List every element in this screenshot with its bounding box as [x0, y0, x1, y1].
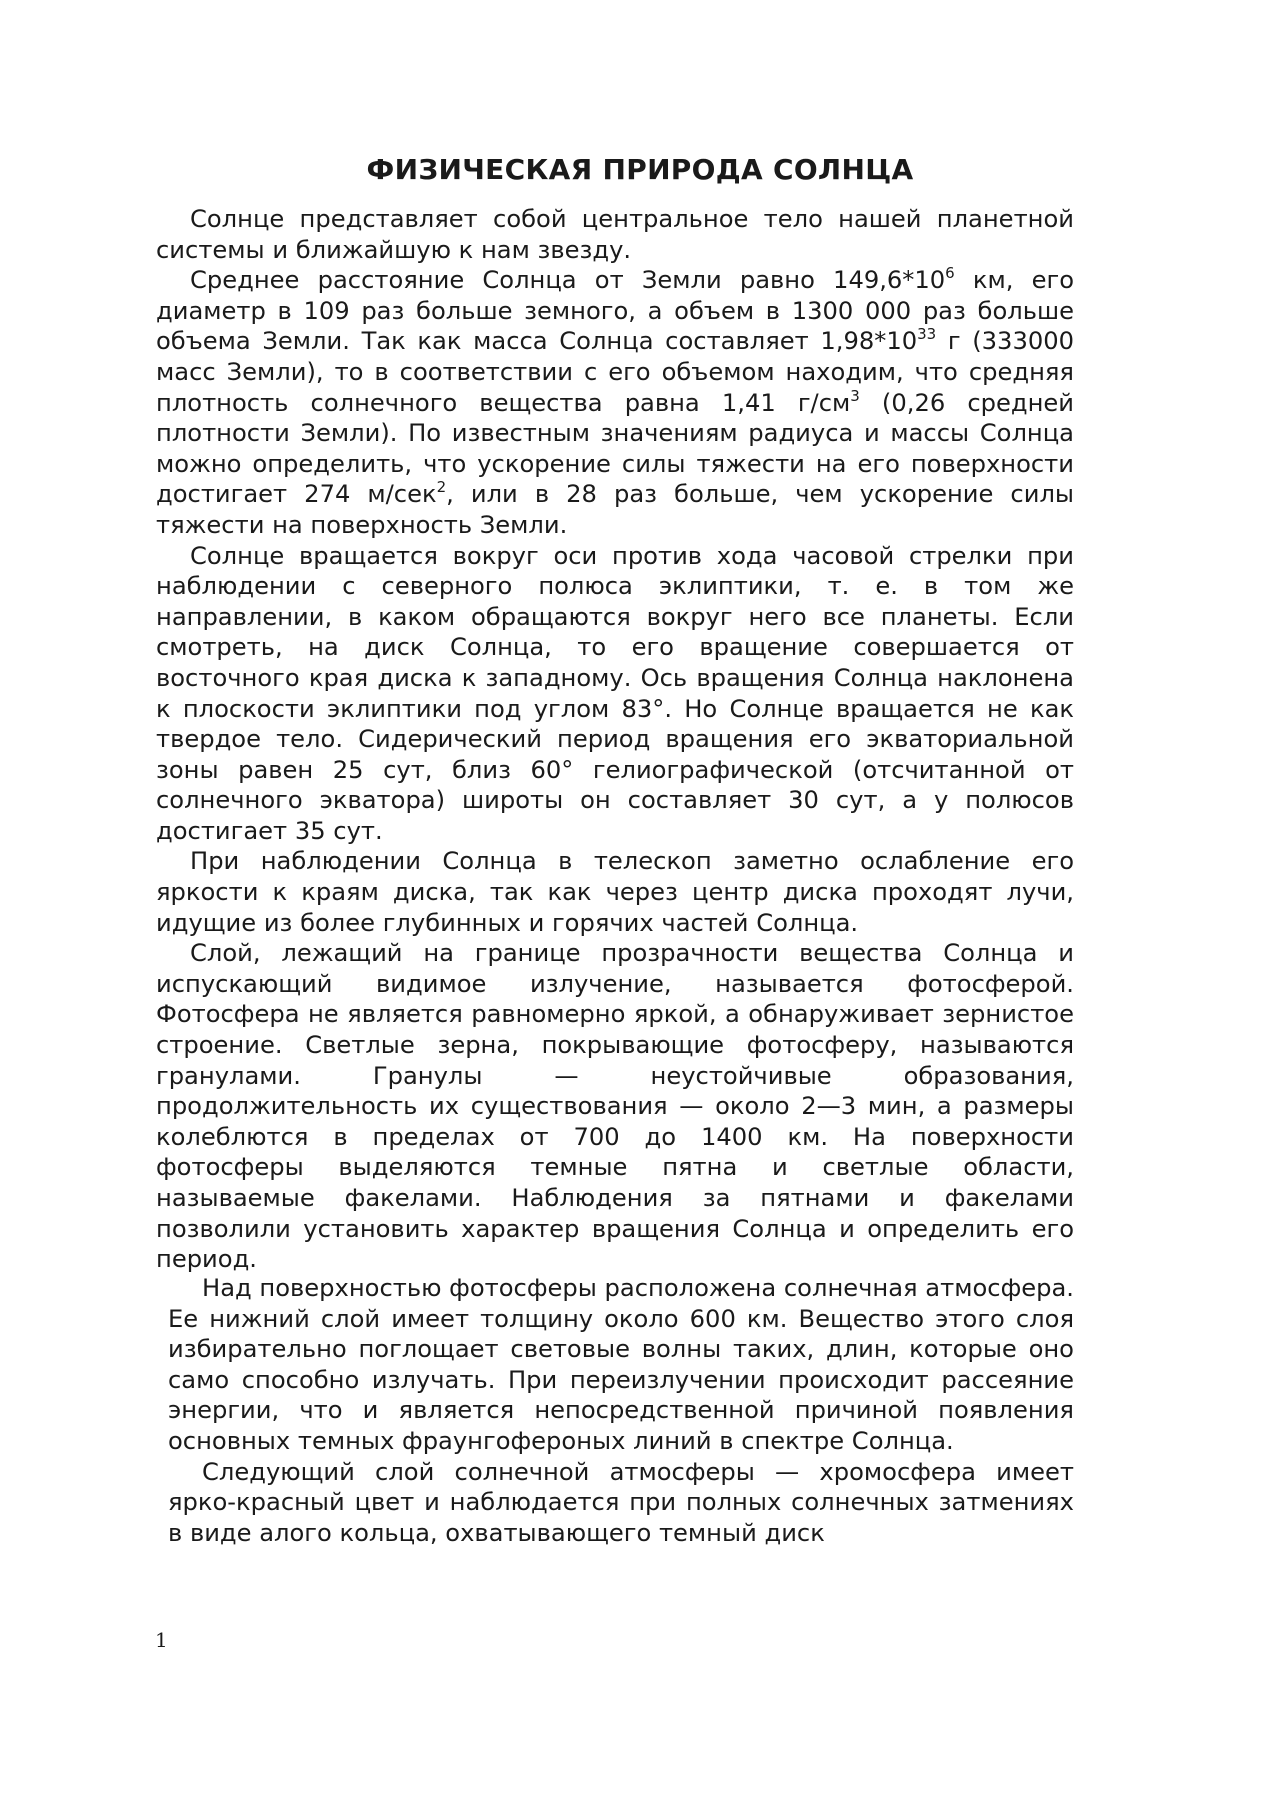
body-text [156, 204, 1074, 1275]
superscript: 3 [850, 386, 860, 405]
paragraph-intro: Солнце представляет собой центральное тело нашей планетной системы и ближайшую к нам звезду. [156, 205, 1074, 264]
page-number: 1 [155, 1628, 168, 1652]
page-title: ФИЗИЧЕСКАЯ ПРИРОДА СОЛНЦА [366, 153, 914, 186]
paragraph-photosphere: Слой, лежащий на границе прозрачности вещества Солнца и испускающий видимое излучение, называется фотосферой. Фотосфера не является равномерно яркой, а обнаруживает зернистое строение. Светлые зерна, покрывающие фотосферу, называются гранулами. Гранулы — неустойчивые образования, продолжительность их существования — около 2—3 мин, а размеры колеблются в пределах от 700 до 1400 км. На поверхности фотосферы выделяются темные пятна и светлые области, называемые факелами. Наблюдения за пятнами и факелами позволили установить характер вращения Солнца и определить его период. [156, 939, 1074, 1274]
body-text-continued [168, 1273, 1074, 1548]
superscript: 6 [945, 264, 955, 283]
text-run: км, его диаметр в 109 раз больше земного, а объем в 1300 000 раз больше объема Земли. Так как масса Солнца составляет 1,98*10 [156, 266, 1074, 356]
paragraph-chromosphere: Следующий слой солнечной атмосферы — хромосфера имеет ярко-красный цвет и наблюдается при полных солнечных затмениях в виде алого кольца, охватывающего темный диск [168, 1457, 1074, 1547]
text-run: , или в 28 раз больше, чем ускорение силы тяжести на поверхность Земли. [156, 480, 1074, 539]
paragraph-atmosphere: Над поверхностью фотосферы расположена солнечная атмосфера. Ее нижний слой имеет толщину около 600 км. Вещество этого слоя избирательно поглощает световые волны таких, длин, которые оно само способно излучать. При переизлучении происходит рассеяние энергии, что и является непосредственной причиной появления основных темных фраунгофероных линий в спектре Солнца. [168, 1274, 1074, 1455]
text-run: (0,26 средней плотности Земли). По известным значениям радиуса и массы Солнца можно определить, что ускорение силы тяжести на его поверхности достигает 274 м/сек [156, 388, 1075, 509]
paragraph-dimensions [156, 265, 1074, 540]
superscript: 2 [436, 478, 447, 497]
paragraph-limb-darkening: При наблюдении Солнца в телескоп заметно ослабление его яркости к краям диска, так как через центр диска проходят лучи, идущие из более глубинных и горячих частей Солнца. [156, 847, 1074, 937]
paragraph-rotation: Солнце вращается вокруг оси против хода часовой стрелки при наблюдении с северного полюса эклиптики, т. е. в том же направлении, в каком обращаются вокруг него все планеты. Если смотреть, на диск Солнца, то его вращение совершается от восточного края диска к западному. Ось вращения Солнца наклонена к плоскости эклиптики под углом 83°. Но Солнце вращается не как твердое тело. Сидерический период вращения его экваториальной зоны равен 25 сут, близ 60° гелиографической (отсчитанной от солнечного экватора) широты он составляет 30 сут, а у полюсов достигает 35 сут. [156, 541, 1074, 845]
text-run: Среднее расстояние Солнца от Земли равно 149,6*10 [190, 266, 946, 295]
text-run: г (333000 масс Земли), то в соответствии с его объемом находим, что средняя плотность солнечного вещества равна 1,41 г/см [156, 327, 1074, 417]
superscript: 33 [917, 325, 937, 344]
